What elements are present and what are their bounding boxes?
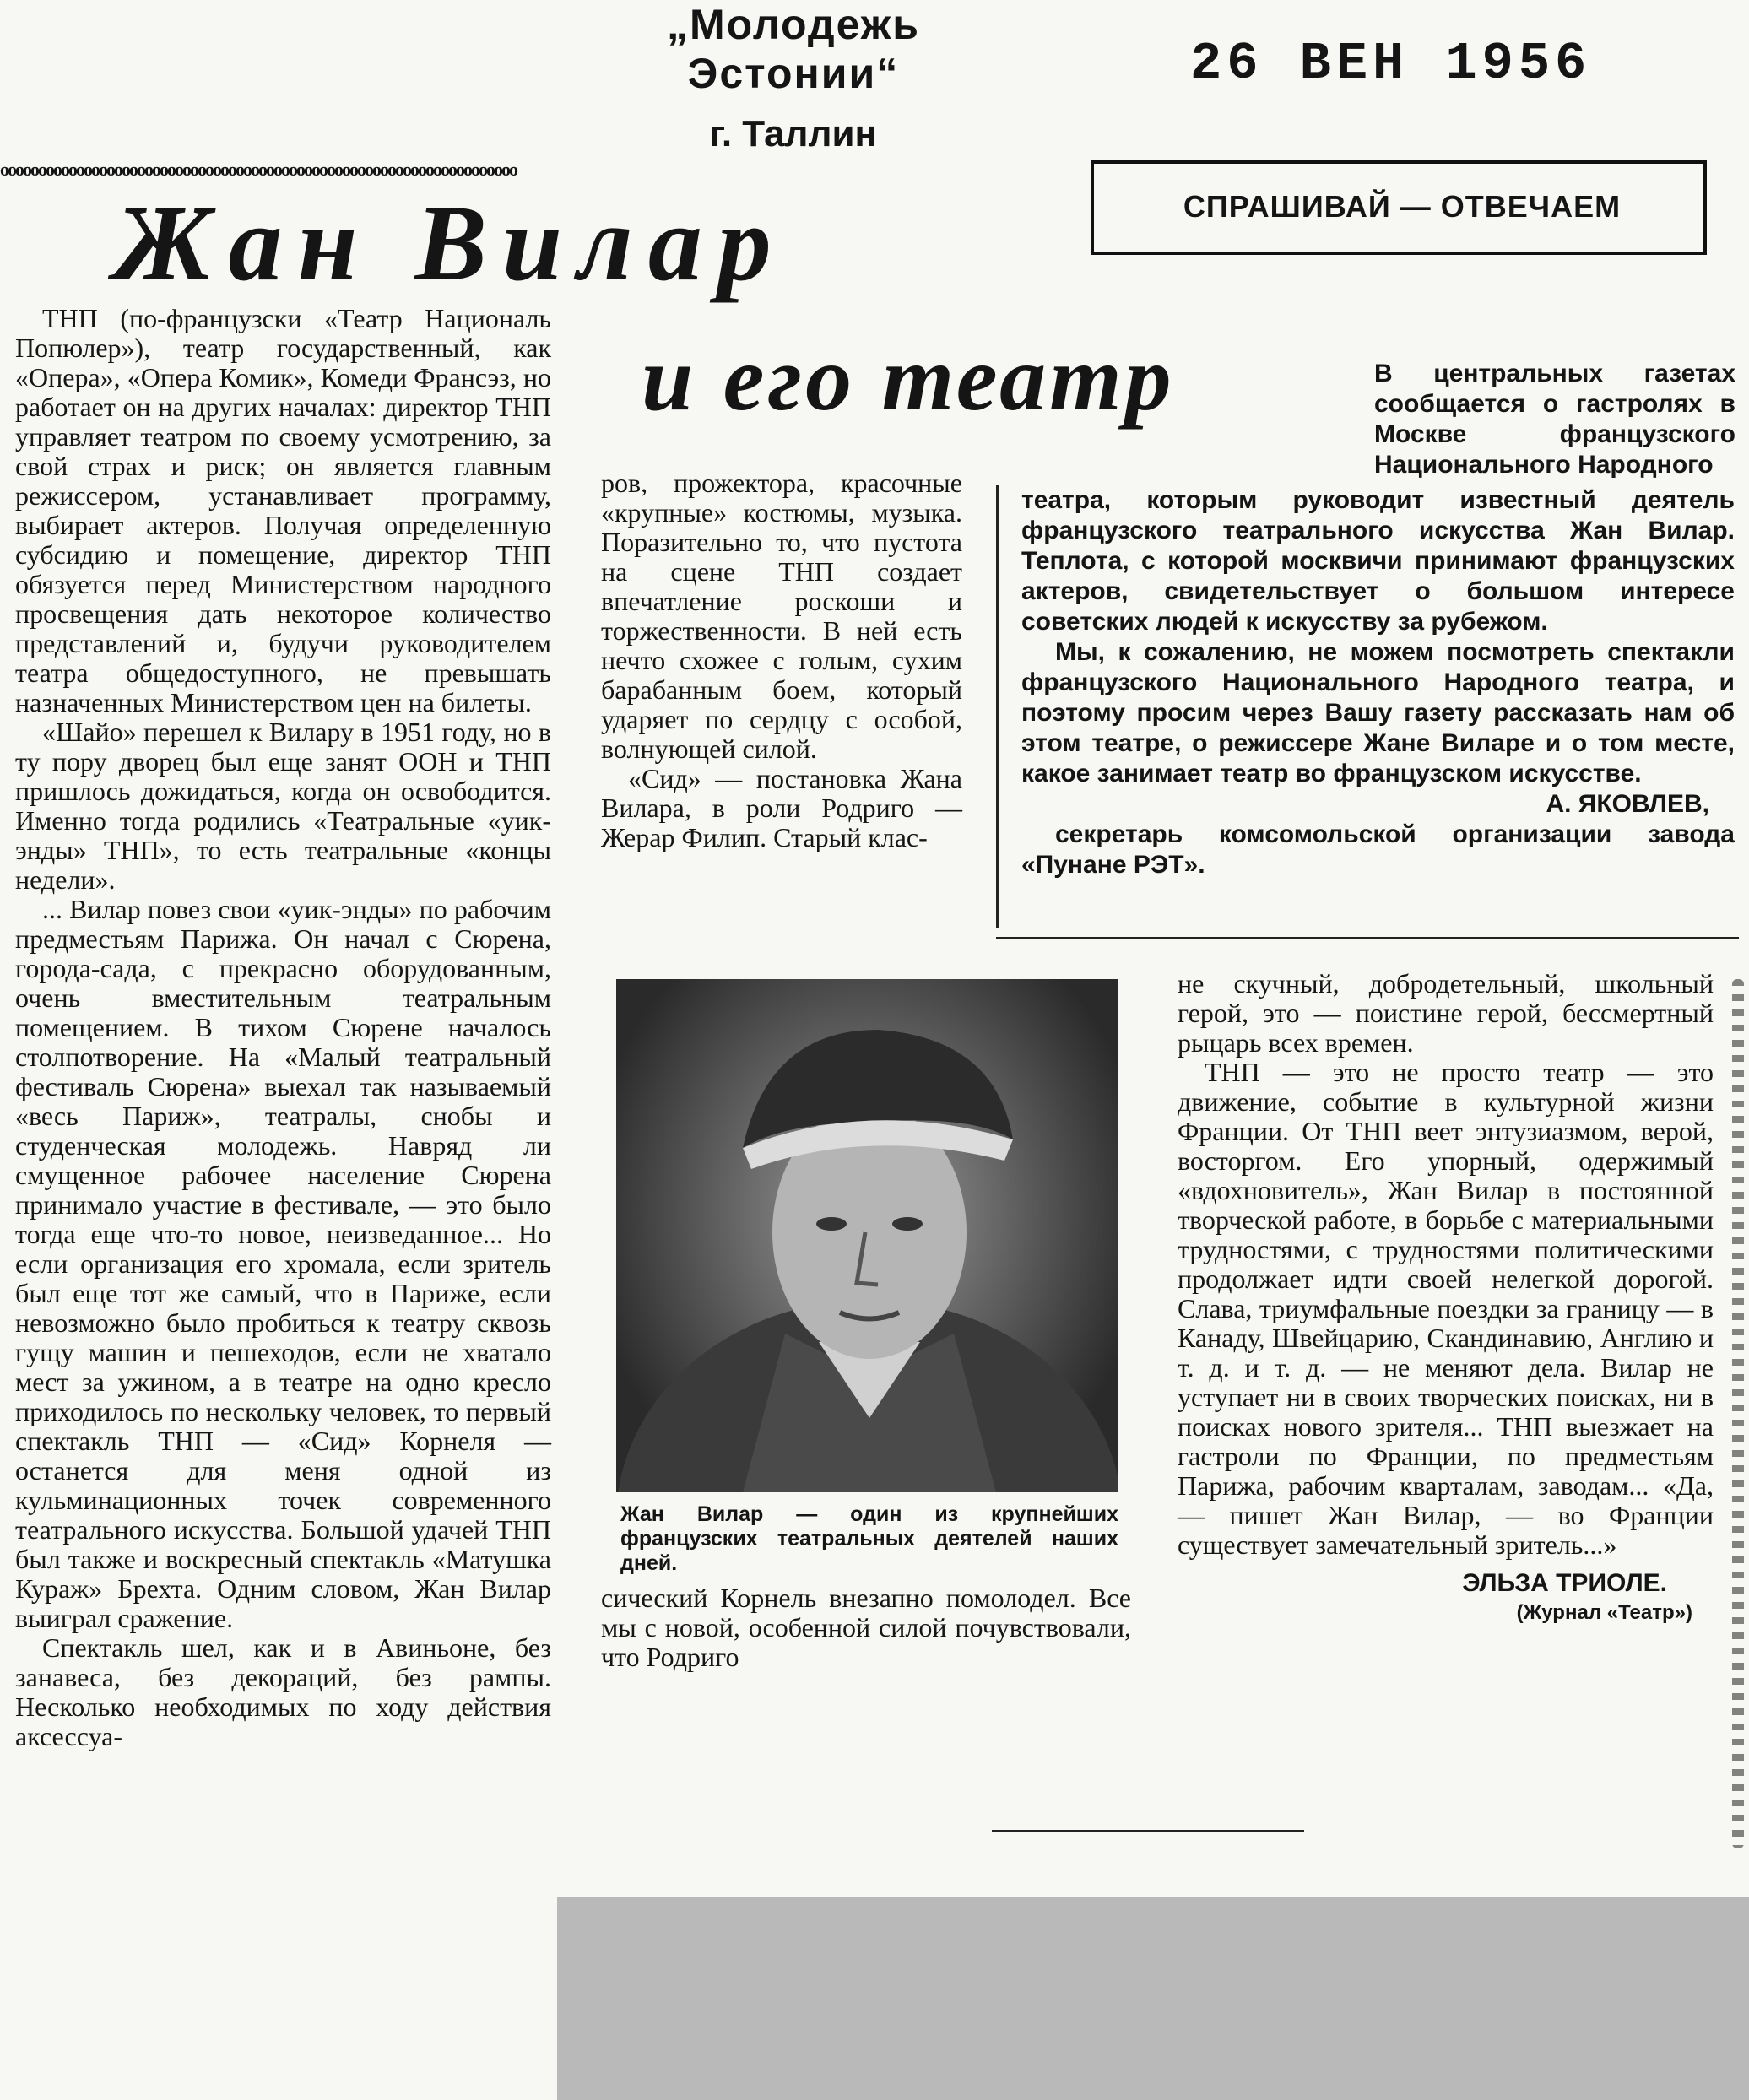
- letter-paragraph: Мы, к сожалению, не можем посмотреть спектакли французского Национального Народного театра, и поэтому просим через Вашу газету рассказать нам об этом театре, о режиссере Жане Виларе и о том месте, какое занимает театр во французском искусстве.: [1021, 638, 1735, 788]
- article-paragraph: «Сид» — постановка Жана Вилара, в роли Родриго — Жерар Филип. Старый клас-: [601, 763, 962, 852]
- masthead: [574, 0, 1013, 155]
- headline-line1: Жан Вилар: [114, 183, 787, 303]
- letter-author: А. ЯКОВЛЕВ,: [1546, 790, 1709, 818]
- photo-caption: Жан Вилар — один из крупнейших французских театральных деятелей наших дней.: [620, 1502, 1118, 1575]
- article-paragraph: сический Корнель внезапно помолодел. Все мы с новой, особенной силой почувствовали, что Родриго: [601, 1583, 1131, 1672]
- article-column-3: [1178, 969, 1714, 1627]
- newspaper-city: г. Таллин: [709, 113, 878, 154]
- portrait-photo: [616, 979, 1118, 1492]
- letter-divider: [996, 937, 1739, 939]
- reader-letter: [1021, 485, 1735, 880]
- article-end-rule: [992, 1830, 1304, 1832]
- article-column-2-top: [601, 468, 962, 852]
- article-column-1: [15, 304, 551, 1751]
- ornament-rule: oooooooooooooooooooooooooooooooooooooooooooooooooooooooooooooooooooo: [0, 159, 517, 179]
- article-source: (Журнал «Театр»): [1516, 1601, 1692, 1624]
- article-author: ЭЛЬЗА ТРИОЛЕ.: [1462, 1569, 1667, 1597]
- article-paragraph: не скучный, добродетельный, школьный герой, это — поистине герой, бессмертный рыцарь всех времен.: [1178, 968, 1714, 1058]
- article-paragraph: «Шайо» перешел к Вилару в 1951 году, но в ту пору дворец был еще занят ООН и ТНП пришлось дожидаться, когда он освободится. Именно тогда родились «Театральные «уик-энды» ТНП», то есть театральные «концы недели».: [15, 717, 551, 895]
- letter-paragraph: театра, которым руководит известный деятель французского театрального искусства Жан Вилар. Теплота, с которой москвичи принимают французских актеров, свидетельствует о большом интересе советских людей к искусству за рубежом.: [1021, 486, 1735, 636]
- article-paragraph: Спектакль шел, как и в Авиньоне, без занавеса, без декораций, без рампы. Несколько необходимых по ходу действия аксессуа-: [15, 1632, 551, 1751]
- headline-line2: и его театр: [642, 327, 1175, 430]
- rubric-label: СПРАШИВАЙ — ОТВЕЧАЕМ: [1183, 189, 1622, 224]
- portrait-illustration: [616, 979, 1118, 1492]
- date-stamp: 26 ВЕН 1956: [1190, 34, 1592, 94]
- paper-strip: [0, 1897, 557, 2100]
- article-paragraph: ТНП — это не просто театр — это движение, событие в культурной жизни Франции. От ТНП веет энтузиазмом, верой, восторгом. Его упорный, одержимый «вдохновитель», Жан Вилар в постоянной творческой работе, в борьбе с материальными трудностями, с трудностями политическими продолжает идти своей нелегкой дорогой. Слава, триумфальные поездки за границу — в Канаду, Швейцарию, Скандинавию, Англию и т. д. и т. д. — не меняют дела. Вилар не уступает ни в своих творческих поисках, ни в поисках нового зрителя... ТНП выезжает на гастроли по Франции, по предместьям Парижа, рабочим кварталам, заводам... «Да, — пишет Жан Вилар, — во Франции существует замечательный зритель...»: [1178, 1057, 1714, 1560]
- reader-letter-top: [1374, 333, 1735, 506]
- letter-border: [996, 485, 999, 928]
- letter-paragraph: В центральных газетах сообщается о гастролях в Москве французского Национального Народного: [1374, 360, 1735, 479]
- article-paragraph: ТНП (по-французски «Театр Националь Попюлер»), театр государственный, как «Опера», «Опера Комик», Комеди Франсэз, но работает он на других началах: директор ТНП управляет театром по своему усмотрению, за свой страх и риск; он является главным режиссером, устанавливает программу, выбирает актеров. Получая определенную субсидию и помещение, директор ТНП обязуется перед Министерством народного просвещения дать некоторое количество представлений и, будучи руководителем театра общедоступного, не превышать назначенных Министерством цен на билеты.: [15, 303, 551, 717]
- article-paragraph: ров, прожектора, красочные «крупные» костюмы, музыка. Поразительно то, что пустота на сцене ТНП создает впечатление роскоши и торжественности. В ней есть нечто схожее с голым, сухим барабанным боем, который ударяет по сердцу с особой, волнующей силой.: [601, 468, 962, 764]
- newspaper-name: „Молодежь Эстонии“: [666, 1, 920, 97]
- scan-background: [557, 1897, 1749, 2100]
- clipping-edge: [1732, 979, 1744, 1848]
- article-column-2-bottom: [601, 1583, 1131, 1672]
- article-paragraph: ... Вилар повез свои «уик-энды» по рабочим предместьям Парижа. Он начал с Сюрена, города-сада, с прекрасно оборудованным, очень вместительным театральным помещением. В тихом Сюрене началось столпотворение. На «Малый театральный фестиваль Сюрена» выехал так называемый «весь Париж», театралы, снобы и студенческая молодежь. Навряд ли смущенное рабочее население Сюрена принимало участие в фестивале, — это было тогда еще что-то новое, неизведанное... Но если организация его хромала, если зритель был еще тот же самый, что в Париже, если невозможно было пробиться к театру сквозь гущу машин и пешеходов, если не хватало мест за ужином, а в театре на одно кресло приходилось по нескольку человек, то первый спектакль ТНП — «Сид» Корнеля — останется для меня одной из кульминационных точек современного театрального искусства. Большой удачей ТНП был также и воскресный спектакль «Матушка Кураж» Брехта. Одним словом, Жан Вилар выиграл сражение.: [15, 894, 551, 1633]
- letter-author-position: секретарь комсомольской организации завода «Пунане РЭТ».: [1021, 820, 1735, 879]
